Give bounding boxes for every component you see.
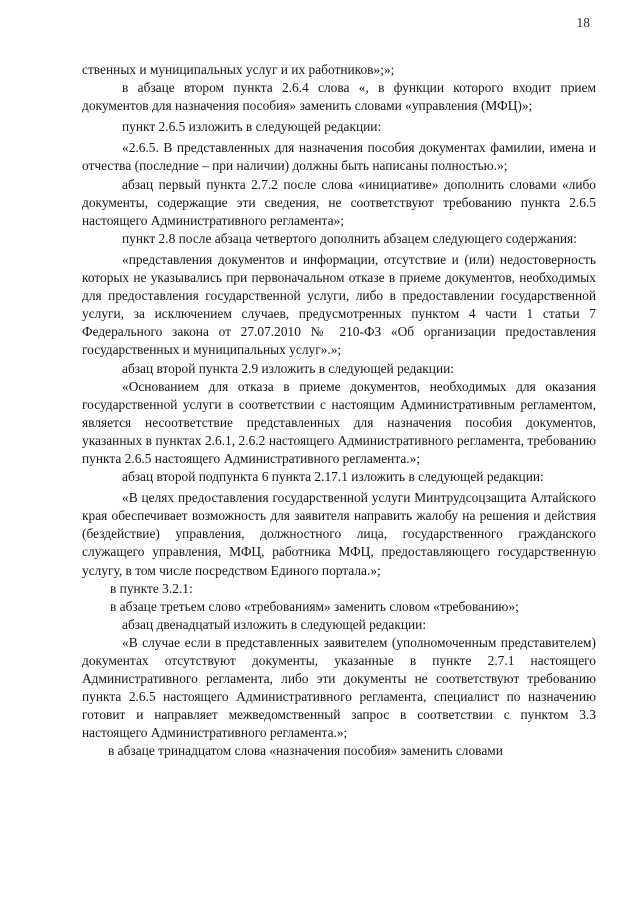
paragraph: в абзаце тринадцатом слова «назначения пособия» заменить словами [108, 743, 503, 759]
paragraph: в абзаце третьем слово «требованиям» заменить словом «требованию»; [110, 598, 519, 614]
paragraph: пункт 2.8 после абзаца четвертого дополнить абзацем следующего содержания: [122, 230, 577, 246]
paragraph: ственных и муниципальных услуг и их работников»;»; [82, 62, 395, 77]
paragraph: в пункте 3.2.1: [110, 580, 193, 596]
paragraph: «Основанием для отказа в приеме документов, необходимых для оказания государственной услуги в соответствии с настоящим Административным регламентом, является несоответствие представленных для назначения пособия документов, указанных в пунктах 2.6.1, 2.6.2 настоящего Административного регламента, требованию пункта 2.6.5 настоящего Административного регламента.»; [82, 378, 596, 466]
paragraph: абзац двенадцатый изложить в следующей редакции: [122, 616, 427, 632]
paragraph: в абзаце втором пункта 2.6.4 слова «, в функции которого входит прием документов для назначения пособия» заменить словами «управления (МФЦ)»; [82, 80, 596, 114]
paragraph: «В целях предоставления государственной услуги Минтрудсоцзащита Алтайского края обеспечивает возможность для заявителя направить жалобу на решения и действия (бездействие) управления, должностного лица, государственного гражданского служащего управления, МФЦ, работника МФЦ, предоставляющего государственную услугу, в том числе посредством Единого портала.»; [82, 490, 596, 578]
page-number: 18 [576, 15, 590, 30]
paragraph: пункт 2.6.5 изложить в следующей редакции: [122, 119, 382, 135]
paragraph: абзац второй подпункта 6 пункта 2.17.1 изложить в следующей редакции: [122, 469, 544, 485]
paragraph: абзац второй пункта 2.9 изложить в следующей редакции: [122, 360, 455, 376]
paragraph: «представления документов и информации, отсутствие и (или) недостоверность которых не указывались при первоначальном отказе в приеме документов, необходимых для предоставления государственной услуги, либо в предоставлении государственной услуги, за исключением случаев, предусмотренных пунктом 4 части 1 статьи 7 Федерального закона от 27.07.2010 № 210-ФЗ «Об организации предоставления государственных и муниципальных услуг».»; [82, 251, 596, 358]
document-body [82, 61, 596, 761]
paragraph: «2.6.5. В представленных для назначения пособия документах фамилии, имена и отчества (последние – при наличии) должны быть написаны полностью.»; [82, 140, 596, 174]
paragraph: «В случае если в представленных заявителем (уполномоченным представителем) документах отсутствуют документы, указанные в пункте 2.7.1 настоящего Административного регламента, либо эти документы не соответствуют требованию пункта 2.6.5 настоящего Административного регламента, специалист по назначению готовит и направляет межведомственный запрос в соответствии с пунктом 3.3 настоящего Административного регламента.»; [82, 634, 596, 741]
paragraph: абзац первый пункта 2.7.2 после слова «инициативе» дополнить словами «либо документы, содержащие эти сведения, не соответствуют требованию пункта 2.6.5 настоящего Административного регламента»; [82, 176, 596, 228]
